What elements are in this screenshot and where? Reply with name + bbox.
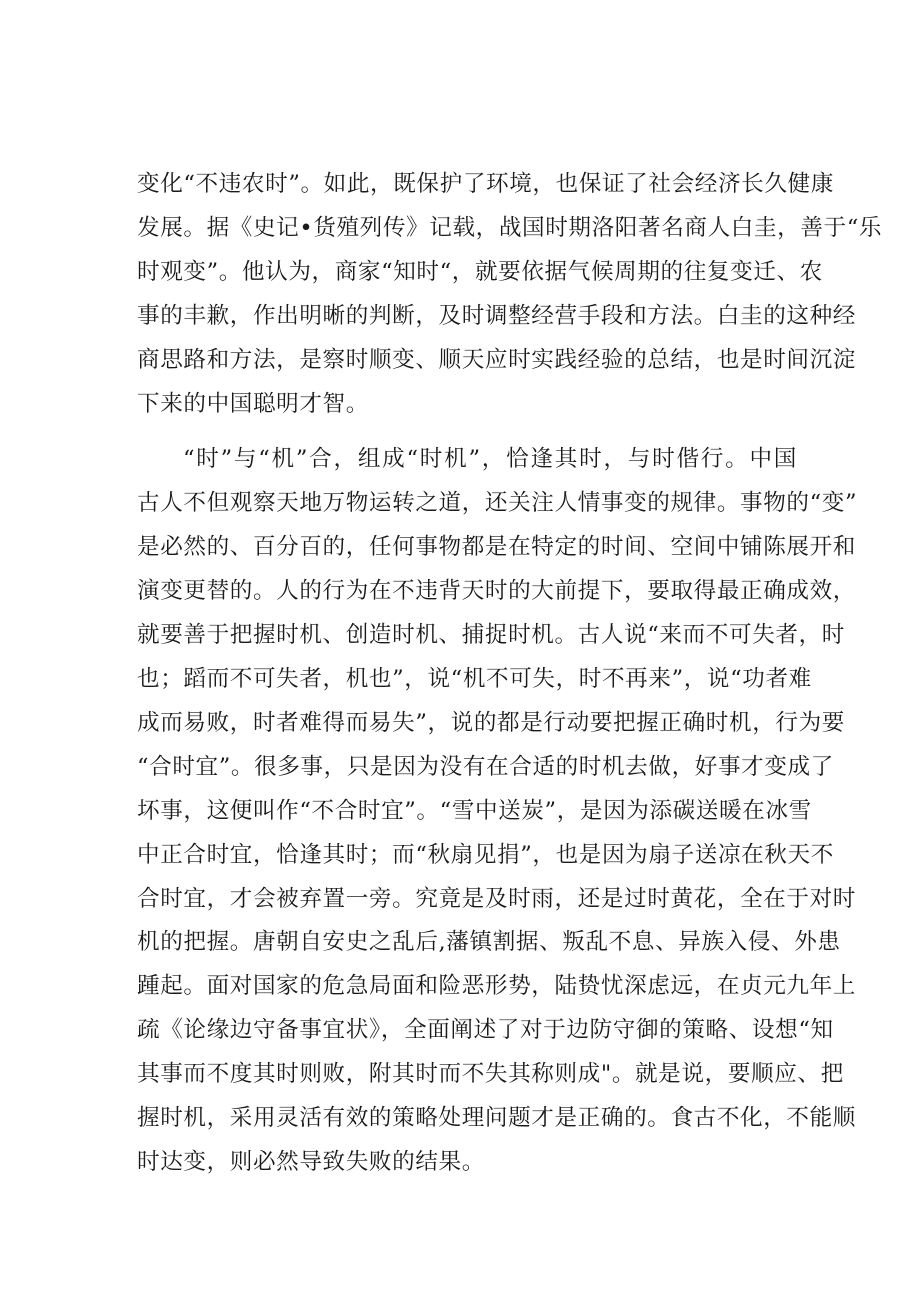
text-line: 中正合时宜，恰逢其时；而“秋扇见捐”，也是因为扇子送凉在秋天不 bbox=[137, 841, 834, 868]
body-text bbox=[137, 163, 883, 1185]
text-line: 时观变”。他认为，商家“知时“，就要依据气候周期的往复变迁、农 bbox=[137, 258, 823, 285]
text-line: “合时宜”。很多事，只是因为没有在合适的时机去做，好事才变成了 bbox=[137, 753, 834, 780]
text-line: 古人不但观察天地万物运转之道，还关注人情事变的规律。事物的“变” bbox=[137, 490, 858, 517]
text-line: 也；蹈而不可失者，机也”，说“机不可失，时不再来”，说“功者难 bbox=[137, 665, 812, 692]
text-line: 疏《论缘边守备事宜状》，全面阐述了对于边防守御的策略、设想“知 bbox=[137, 1017, 834, 1044]
text-line: 合时宜，才会被弃置一旁。究竟是及时雨，还是过时黄花，全在于对时 bbox=[137, 885, 857, 912]
text-line: 事的丰歉，作出明晰的判断，及时调整经营手段和方法。白圭的这种经 bbox=[137, 302, 857, 329]
text-line: 时达变，则必然导致失败的结果。 bbox=[137, 1148, 485, 1175]
text-line: 发展。据《史记•货殖列传》记载，战国时期洛阳著名商人白圭，善于“乐 bbox=[137, 214, 883, 241]
text-line: 演变更替的。人的行为在不违背天时的大前提下，要取得最正确成效， bbox=[137, 578, 857, 605]
text-line: 踵起。面对国家的危急局面和险恶形势，陆贽忧深虑远，在贞元九年上 bbox=[137, 973, 857, 1000]
text-line: 下来的中国聪明才智。 bbox=[137, 390, 369, 417]
text-line: “时”与“机”合，组成“时机”，恰逢其时，与时偕行。中国 bbox=[183, 446, 797, 473]
text-line: 是必然的、百分百的，任何事物都是在特定的时间、空间中铺陈展开和 bbox=[137, 534, 857, 561]
text-line: 机的把握。唐朝自安史之乱后,藩镇割据、叛乱不息、异族入侵、外患 bbox=[137, 929, 841, 956]
text-line: 成而易败，时者难得而易失”，说的都是行动要把握正确时机，行为要 bbox=[137, 709, 845, 736]
text-line: 其事而不度其时则败，附其时而不失其称则成"。就是说，要顺应、把 bbox=[137, 1061, 844, 1088]
text-line: 就要善于把握时机、创造时机、捕捉时机。古人说“来而不可失者，时 bbox=[137, 622, 845, 649]
paragraph-1 bbox=[137, 163, 883, 426]
text-line: 变化“不违农时”。如此，既保护了环境，也保证了社会经济长久健康 bbox=[137, 171, 834, 197]
text-line: 握时机，采用灵活有效的策略处理问题才是正确的。食古不化，不能顺 bbox=[137, 1105, 857, 1132]
text-line: 坏事，这便叫作“不合时宜”。“雪中送炭”，是因为添碳送暖在冰雪 bbox=[137, 797, 812, 824]
text-line: 商思路和方法，是察时顺变、顺天应时实践经验的总结，也是时间沉淀 bbox=[137, 346, 857, 373]
paragraph-2 bbox=[137, 438, 858, 1184]
